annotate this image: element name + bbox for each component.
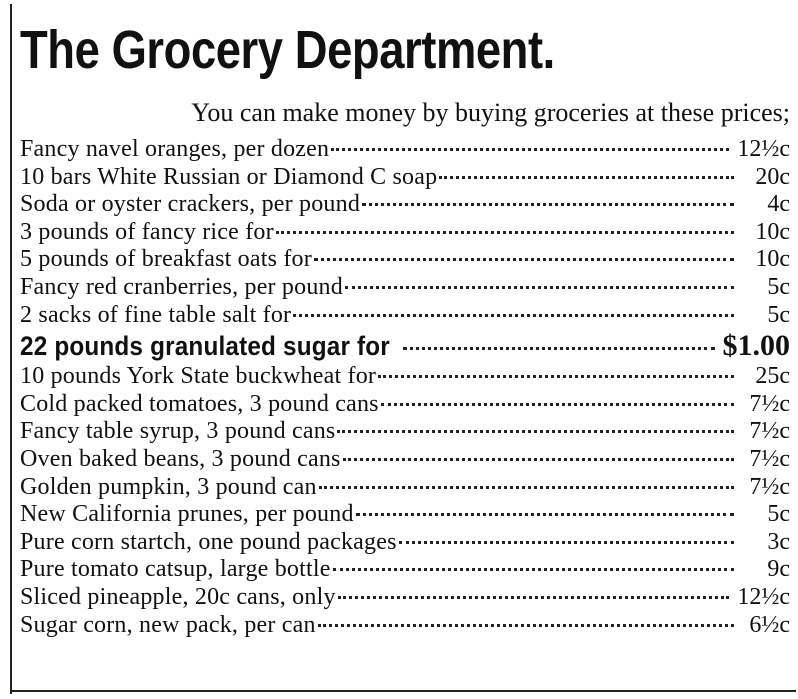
item-name: Pure tomato catsup, large bottle [20,556,331,583]
item-price: 7½c [749,418,790,445]
item-price: 3c [767,528,790,555]
dot-leader [338,596,730,599]
dot-leader [276,231,734,234]
item-price: 6½c [749,611,790,638]
item-price: 7½c [749,390,790,417]
item-price: 12½c [737,583,790,610]
dot-leader [319,486,734,489]
dot-leader [333,568,734,571]
item-price: 4c [767,191,790,218]
dot-leader [403,347,714,350]
page-title: The Grocery Department. [20,20,555,80]
item-name: Soda or oyster crackers, per pound [20,191,361,218]
item-name: 2 sacks of fine table salt for [20,301,292,328]
price-row [20,136,790,164]
item-price: 25c [755,363,790,390]
item-name: 22 pounds granulated sugar for [20,331,390,362]
item-price: 5c [767,501,790,528]
item-price: 7½c [749,445,790,472]
dot-leader [337,430,734,433]
dot-leader [345,286,734,289]
item-name: Cold packed tomatoes, 3 pound cans [20,390,379,417]
price-row [20,474,790,502]
price-row [20,302,790,330]
price-row [20,529,790,557]
item-price: 20c [755,163,790,190]
price-row [20,418,790,446]
item-name: 3 pounds of fancy rice for [20,218,274,245]
dot-leader [356,513,734,516]
item-price: 10c [755,218,790,245]
item-name: Pure corn startch, one pound packages [20,528,397,555]
price-row [20,274,790,302]
item-name: 5 pounds of breakfast oats for [20,246,312,273]
price-list [20,136,790,639]
item-price: $1.00 [722,329,790,363]
dot-leader [318,624,734,627]
dot-leader [381,403,734,406]
item-name: 10 bars White Russian or Diamond C soap [20,163,438,190]
price-row [20,246,790,274]
price-row [20,363,790,391]
item-price: 5c [767,273,790,300]
price-row [20,446,790,474]
price-row [20,584,790,612]
subtitle: You can make money by buying groceries at these prices; [191,98,790,127]
dot-leader [293,314,734,317]
item-name: New California prunes, per pound [20,501,354,528]
item-name: Oven baked beans, 3 pound cans [20,445,341,472]
dot-leader [362,203,734,206]
price-row [20,556,790,584]
price-row [20,501,790,529]
item-name: Sliced pineapple, 20c cans, only [20,583,336,610]
item-price: 5c [767,301,790,328]
price-row [20,164,790,192]
item-price: 12½c [737,136,790,162]
dot-leader [399,541,734,544]
price-row [20,219,790,247]
item-name: Fancy navel oranges, per dozen [20,136,330,162]
dot-leader [331,148,729,151]
item-price: 9c [767,556,790,583]
item-name: Fancy red cranberries, per pound [20,273,343,300]
item-name: Sugar corn, new pack, per can [20,611,316,638]
item-name: 10 pounds York State buckwheat for [20,363,377,390]
item-name: Fancy table syrup, 3 pound cans [20,418,336,445]
dot-leader [314,258,734,261]
price-row [20,191,790,219]
item-name: Golden pumpkin, 3 pound can [20,473,317,500]
item-price: 7½c [749,473,790,500]
featured-price-row [20,329,790,363]
dot-leader [439,176,734,179]
item-price: 10c [755,246,790,273]
dot-leader [378,375,734,378]
dot-leader [343,458,734,461]
price-row [20,612,790,640]
bottom-rule [10,690,796,692]
price-row [20,391,790,419]
